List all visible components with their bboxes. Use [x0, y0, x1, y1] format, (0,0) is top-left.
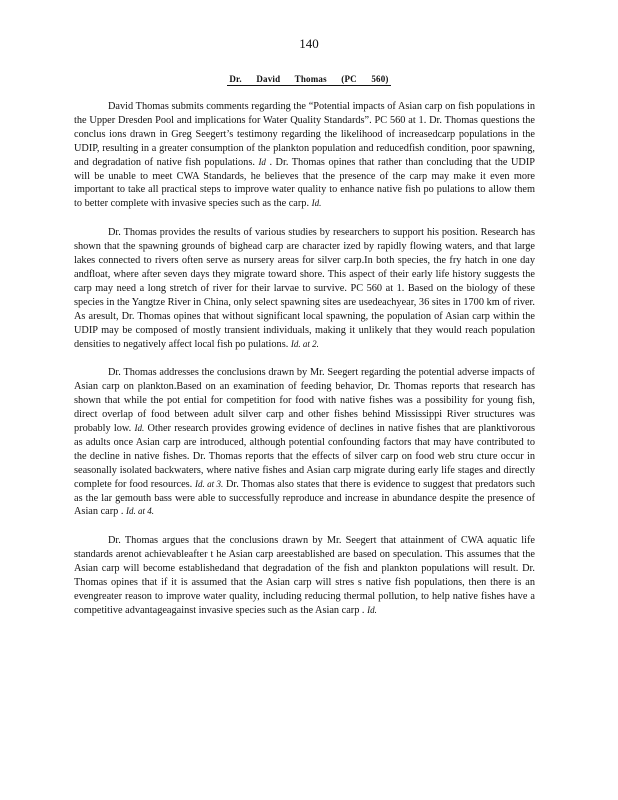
citation: Id. — [367, 604, 377, 615]
page-number: 140 — [299, 36, 319, 51]
section-heading — [0, 74, 618, 84]
paragraph-text: Other research provides growing evidence of declines in native fishes that are planktivorous as adults once Asian carp are introduced, although potential confounding factors that may have contributed to the decline in native fishes. Dr. Thomas reports that the effects of silver carp on food web stru cture occur in seasonally isolated backwaters, where native fishes and Asian carp migrate during early life stages and directly complete for food resources. — [74, 423, 535, 490]
paragraph-text: . Dr. Thomas opines that rather than concluding that the UDIP will be unable to meet CWA Standards, he believes that the presence of the carp may make it even more important to take all practical steps to improve water quality to enhance native fish po pulations to allow them to better complete with invasive species such as the carp. — [74, 156, 535, 210]
citation: Id. at 2. — [290, 338, 319, 349]
paragraph-text: Dr. Thomas also states that there is evidence to suggest that predators such as the lar gemouth bass were able to successfully reproduce and increase in abundance despite the presence of Asian carp . — [74, 478, 535, 518]
paragraph-4 — [74, 534, 535, 617]
citation: Id. — [311, 198, 322, 209]
citation: Id. at 4. — [126, 506, 155, 517]
paragraph-3 — [74, 366, 535, 519]
paragraph-2 — [74, 226, 535, 351]
paragraph-text: David Thomas submits comments regarding the “Potential impacts of Asian carp on fish populations in the Upper Dresden Pool and implications for Water Quality Standards”. PC 560 at 1. Dr. Thomas questions the conclus ions drawn in Greg Seegert’s testimony regarding the likelihood of increasedcarp populations in the UDIP, resulting in a greater consumption of the plankton population and reducedfish condition, poor spawning, and degradation of native fish populations. — [74, 101, 535, 168]
citation: Id. — [134, 423, 145, 434]
paragraph-1 — [74, 100, 535, 211]
section-heading-text: Dr. David Thomas (PC 560) — [229, 74, 389, 84]
citation: Id. at 3. — [194, 478, 224, 489]
paragraph-text: Dr. Thomas provides the results of various studies by researchers to support his position. Research has shown that the spawning grounds of bighead carp are character ized by rapidly flowing waters, and that large lakes connected to rivers often serve as nursery areas for silver carp.In both species, the fry hatch in one day andfloat, where after seven days they migrate toward shore. This aspect of their early life history suggests the carp may need a long stretch of river for their larvae to survive. PC 560 at 1. Based on the biology of these species in the Yangtze River in China, only select spawning sites are usedeachyear, 36 sites in 1700 km of river. As aresult, Dr. Thomas opines that without significant local spawning, the population of Asian carp within the UDIP may be composed of mostly transient individuals, making it unlikely that they would reach population densities to negatively affect local fish po pulations. — [74, 227, 535, 350]
paragraph-text: Dr. Thomas addresses the conclusions drawn by Mr. Seegert regarding the potential adverse impacts of Asian carp on plankton.Based on an examination of feeding behavior, Dr. Thomas reports that research has shown that while the pot ential for competition for food with native fishes was a possibility for young fish, direct overlap of food between adult silver carp and other fishes behind Mississippi River structures was probably low. — [74, 367, 535, 435]
citation: Id — [258, 156, 266, 167]
document-body — [74, 100, 535, 633]
paragraph-text: Dr. Thomas argues that the conclusions drawn by Mr. Seegert that attainment of CWA aquatic life standards arenot achievableafter t he Asian carp areestablished are based on speculation. This assumes that the Asian carp will become establishedand that degradation of the fish and plankton populations will result. Dr. Thomas opines that if it is assumed that the Asian carp will stres s native fish populations, then there is an evengreater reason to improve water quality, including reducing thermal pollution, to help native fishes have a competitive advantageagainst invasive species such as the Asian carp . — [74, 535, 535, 616]
